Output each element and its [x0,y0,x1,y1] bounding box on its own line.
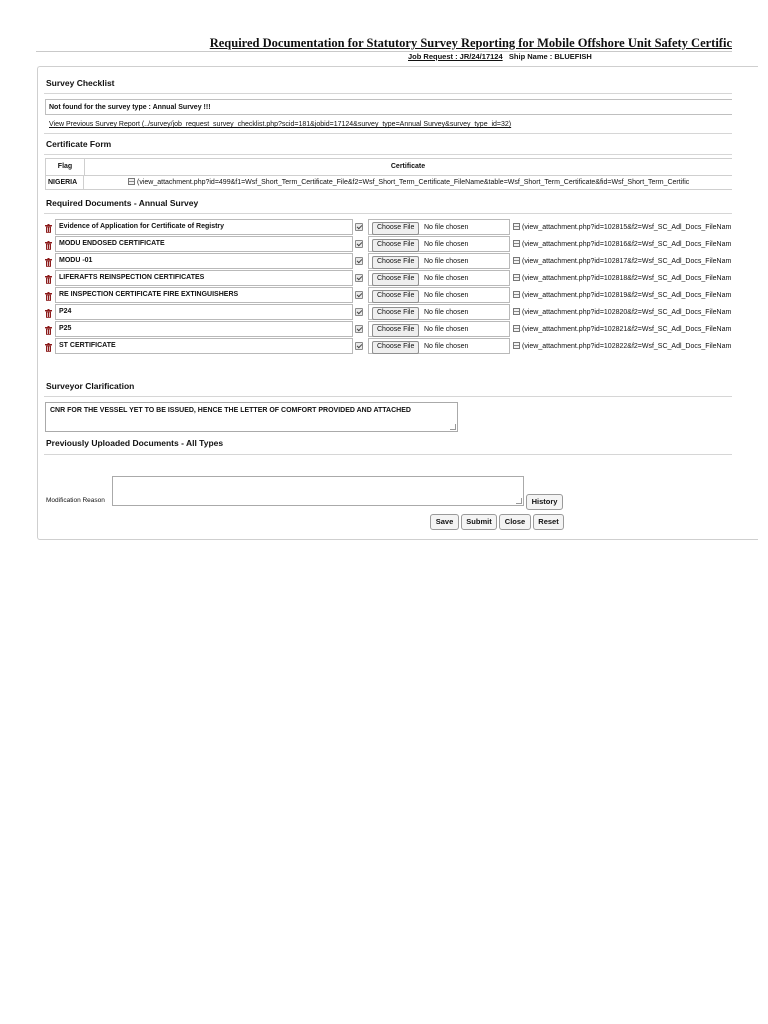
title-divider [36,51,732,52]
attachment-icon [513,325,520,332]
file-upload-field [368,270,510,286]
file-status-text: No file chosen [424,309,469,316]
ship-name-label: Ship Name : BLUEFISH [508,52,592,61]
document-row [45,270,732,286]
file-status-text: No file chosen [424,326,469,333]
certificate-table [45,158,732,190]
document-link-text[interactable]: (view_attachment.php?id=102821&f2=Wsf_SC_Adl_Docs_FileNam [522,326,732,333]
document-row [45,287,732,303]
job-info [408,52,592,61]
file-status-text: No file chosen [424,343,469,350]
attachment-icon [513,308,520,315]
delete-icon[interactable] [45,258,52,267]
attachment-icon [513,342,520,349]
submit-button[interactable]: Submit [461,514,497,530]
resize-handle-icon[interactable] [516,498,522,504]
document-row [45,253,732,269]
document-attachment-link[interactable] [513,341,732,352]
delete-icon[interactable] [45,326,52,335]
file-upload-field [368,253,510,269]
attachment-icon [513,240,520,247]
delete-icon[interactable] [45,292,52,301]
document-row [45,219,732,235]
document-name-field[interactable]: P25 [55,321,353,337]
delete-icon[interactable] [45,343,52,352]
choose-file-button[interactable]: Choose File [372,239,419,252]
choose-file-button[interactable]: Choose File [372,222,419,235]
modification-reason-textarea[interactable] [112,476,524,506]
delete-icon[interactable] [45,275,52,284]
document-name-field[interactable]: MODU -01 [55,253,353,269]
document-name-field[interactable]: P24 [55,304,353,320]
file-upload-field [368,236,510,252]
delete-icon[interactable] [45,309,52,318]
document-attachment-link[interactable] [513,239,732,250]
document-received-checkbox[interactable] [355,240,363,248]
file-status-text: No file chosen [424,275,469,282]
attachment-icon [513,274,520,281]
certificate-link-text[interactable]: (view_attachment.php?id=499&f1=Wsf_Short_Term_Certificate_File&f2=Wsf_Short_Term_Certificate_FileName&table=Wsf_Short_Term_Certificate&fid=Wsf_Short_Term_Certific [137,179,690,186]
section-divider [44,396,732,397]
document-link-text[interactable]: (view_attachment.php?id=102819&f2=Wsf_SC_Adl_Docs_FileNam [522,292,732,299]
close-button[interactable]: Close [499,514,531,530]
choose-file-button[interactable]: Choose File [372,324,419,337]
document-received-checkbox[interactable] [355,342,363,350]
choose-file-button[interactable]: Choose File [372,341,419,354]
document-name-field[interactable]: LIFERAFTS REINSPECTION CERTIFICATES [55,270,353,286]
file-upload-field [368,338,510,354]
page-title: Required Documentation for Statutory Survey Reporting for Mobile Offshore Unit Safety Certific [209,36,732,50]
required-documents-title: Required Documents - Annual Survey [46,198,199,208]
delete-icon[interactable] [45,224,52,233]
previous-survey-report-link[interactable]: View Previous Survey Report (../survey/job_request_survey_checklist.php?scid=181&jobid=17124&survey_type=Annual Survey&survey_type_id=32) [49,121,512,128]
document-row [45,304,732,320]
attachment-icon [128,178,135,185]
document-link-text[interactable]: (view_attachment.php?id=102818&f2=Wsf_SC_Adl_Docs_FileNam [522,275,732,282]
section-divider [44,93,732,94]
document-link-text[interactable]: (view_attachment.php?id=102822&f2=Wsf_SC_Adl_Docs_FileNam [522,343,732,350]
history-button[interactable]: History [526,494,563,510]
document-row [45,321,732,337]
document-attachment-link[interactable] [513,307,732,318]
section-divider [44,154,732,155]
previous-uploads-title: Previously Uploaded Documents - All Types [46,438,224,448]
file-status-text: No file chosen [424,241,469,248]
section-divider [44,454,732,455]
file-status-text: No file chosen [424,224,469,231]
document-attachment-link[interactable] [513,290,732,301]
document-attachment-link[interactable] [513,256,732,267]
choose-file-button[interactable]: Choose File [372,307,419,320]
document-link-text[interactable]: (view_attachment.php?id=102820&f2=Wsf_SC_Adl_Docs_FileNam [522,309,732,316]
reset-button[interactable]: Reset [533,514,564,530]
document-attachment-link[interactable] [513,324,732,335]
section-divider [44,133,732,134]
document-name-field[interactable]: ST CERTIFICATE [55,338,353,354]
document-received-checkbox[interactable] [355,223,363,231]
document-row [45,338,732,354]
document-received-checkbox[interactable] [355,325,363,333]
resize-handle-icon[interactable] [450,424,456,430]
flag-value: NIGERIA [46,175,84,190]
document-name-field[interactable]: Evidence of Application for Certificate of Registry [55,219,353,235]
file-upload-field [368,287,510,303]
document-received-checkbox[interactable] [355,257,363,265]
document-link-text[interactable]: (view_attachment.php?id=102816&f2=Wsf_SC_Adl_Docs_FileNam [522,241,732,248]
choose-file-button[interactable]: Choose File [372,256,419,269]
attachment-icon [513,291,520,298]
choose-file-button[interactable]: Choose File [372,290,419,303]
survey-checklist-title: Survey Checklist [46,78,115,88]
document-link-text[interactable]: (view_attachment.php?id=102815&f2=Wsf_SC_Adl_Docs_FileNam [522,224,732,231]
section-divider [44,213,732,214]
document-name-field[interactable]: MODU ENDOSED CERTIFICATE [55,236,353,252]
column-header-certificate: Certificate [84,159,732,176]
document-link-text[interactable]: (view_attachment.php?id=102817&f2=Wsf_SC_Adl_Docs_FileNam [522,258,732,265]
save-button[interactable]: Save [430,514,459,530]
attachment-icon [513,223,520,230]
column-header-flag: Flag [46,159,85,176]
modification-reason-label: Modification Reason [46,497,105,504]
file-upload-field [368,304,510,320]
certificate-attachment-link[interactable] [128,177,733,189]
surveyor-clarification-textarea[interactable] [45,402,458,432]
document-row [45,236,732,252]
document-name-field[interactable]: RE INSPECTION CERTIFICATE FIRE EXTINGUISHERS [55,287,353,303]
file-upload-field [368,321,510,337]
file-upload-field [368,219,510,235]
job-request-label: Job Request : JR/24/17124 [408,52,503,61]
certificate-form-title: Certificate Form [46,139,112,149]
document-received-checkbox[interactable] [355,308,363,316]
document-received-checkbox[interactable] [355,291,363,299]
choose-file-button[interactable]: Choose File [372,273,419,286]
document-attachment-link[interactable] [513,273,732,284]
document-received-checkbox[interactable] [355,274,363,282]
surveyor-clarification-title: Surveyor Clarification [46,381,135,391]
survey-type-notice: Not found for the survey type : Annual Survey !!! [45,99,732,115]
file-status-text: No file chosen [424,258,469,265]
attachment-icon [513,257,520,264]
delete-icon[interactable] [45,241,52,250]
document-attachment-link[interactable] [513,222,732,233]
clarification-text: CNR FOR THE VESSEL YET TO BE ISSUED, HENCE THE LETTER OF COMFORT PROVIDED AND ATTACHED [50,407,411,414]
file-status-text: No file chosen [424,292,469,299]
main-panel [37,66,758,540]
